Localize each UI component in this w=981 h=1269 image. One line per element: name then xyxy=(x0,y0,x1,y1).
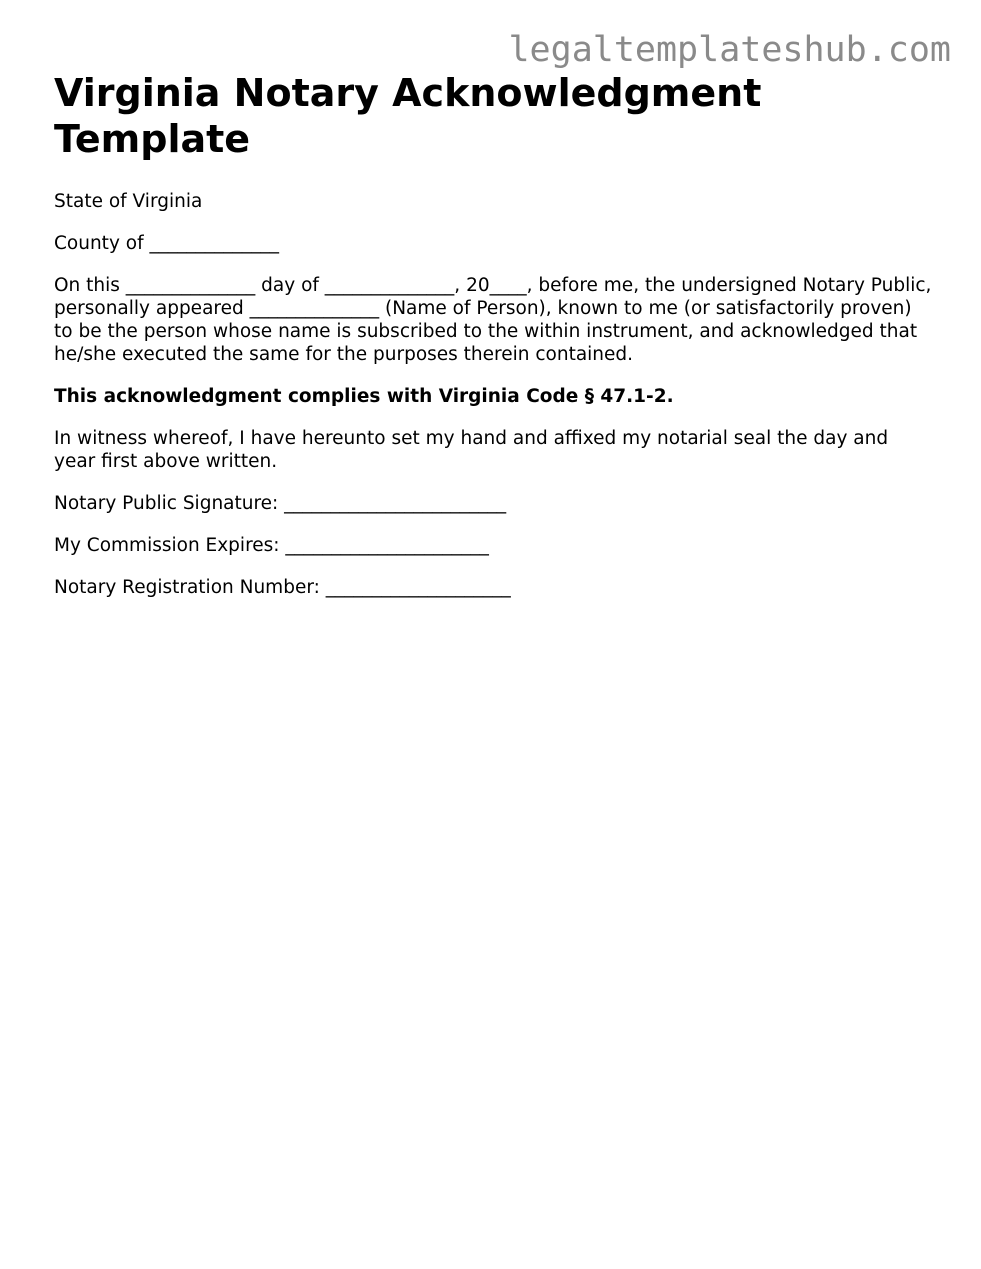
document-title: Virginia Notary Acknowledgment Template xyxy=(54,71,762,161)
document-body xyxy=(54,70,934,599)
witness-paragraph: In witness whereof, I have hereunto set my hand and affixed my notarial seal the day and year first above written. xyxy=(54,428,889,472)
registration-number-line: Notary Registration Number: ____________________ xyxy=(54,577,511,598)
notary-signature-line: Notary Public Signature: ________________________ xyxy=(54,493,507,514)
commission-expires-line: My Commission Expires: ______________________ xyxy=(54,535,489,556)
compliance-note: This acknowledgment complies with Virginia Code § 47.1-2. xyxy=(54,386,674,407)
state-line: State of Virginia xyxy=(54,191,203,212)
acknowledgment-paragraph: On this ______________ day of ______________, 20____, before me, the undersigned Notary Public, personally appeared ______________ (Name of Person), known to me (or satisfactorily proven) to be the person whose name is subscribed to the within instrument, and acknowledged that he/she executed the same for the purposes therein contained. xyxy=(54,275,932,365)
county-line: County of ______________ xyxy=(54,233,279,254)
site-watermark: legaltemplateshub.com xyxy=(508,30,951,70)
